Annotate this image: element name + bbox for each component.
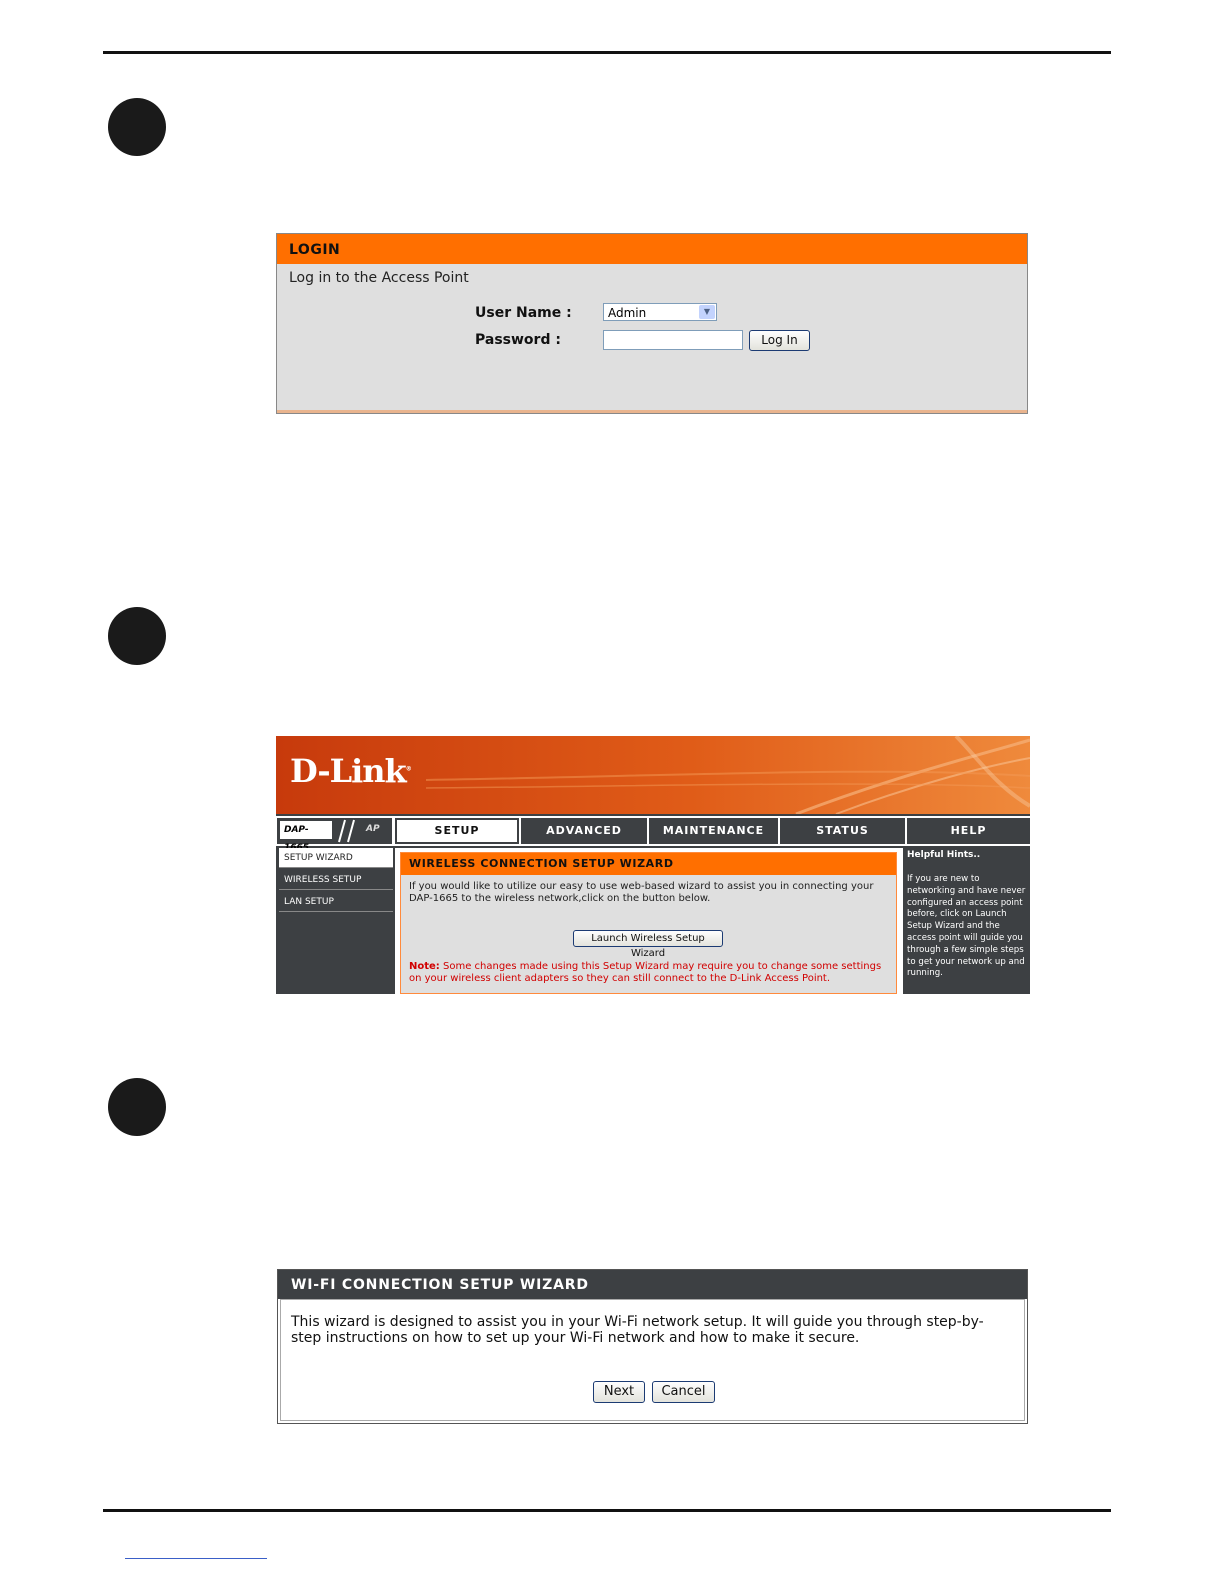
bottom-rule — [103, 1509, 1111, 1512]
login-bottom-bar — [277, 410, 1027, 413]
helpful-hints — [904, 848, 1030, 994]
login-panel — [276, 233, 1028, 414]
chevron-down-icon[interactable]: ▼ — [699, 305, 715, 319]
wizard-section — [400, 852, 897, 994]
note-text — [409, 961, 889, 985]
main-content — [395, 848, 903, 994]
hints-title: Helpful Hints.. — [907, 850, 981, 860]
wifi-wizard-header: WI-FI CONNECTION SETUP WIZARD — [278, 1270, 1027, 1299]
tab-maintenance[interactable]: MAINTENANCE — [649, 818, 778, 844]
dlink-banner — [276, 736, 1030, 814]
section-title: WIRELESS CONNECTION SETUP WIZARD — [401, 853, 896, 875]
username-value: Admin — [608, 306, 647, 320]
tab-help[interactable]: HELP — [907, 818, 1030, 844]
tab-advanced[interactable]: ADVANCED — [521, 818, 647, 844]
nav-row — [276, 816, 1030, 846]
cancel-button[interactable]: Cancel — [652, 1381, 715, 1403]
username-select[interactable] — [603, 303, 717, 321]
note-label: Note: — [409, 961, 440, 972]
model-badge — [277, 818, 392, 844]
footer-link-underline[interactable] — [125, 1558, 267, 1559]
model-name: DAP- — [280, 821, 332, 839]
step-marker-3 — [108, 1078, 166, 1136]
step-marker-2 — [108, 607, 166, 665]
dlink-setup-panel — [276, 736, 1030, 994]
dlink-logo: D-Link® — [290, 752, 411, 790]
password-field[interactable] — [603, 330, 743, 350]
tab-setup[interactable]: SETUP — [395, 818, 519, 844]
login-subtitle: Log in to the Access Point — [289, 270, 469, 286]
launch-wizard-button[interactable]: Launch Wireless Setup Wizard — [573, 930, 723, 947]
password-label: Password : — [475, 332, 561, 348]
step-marker-1 — [108, 98, 166, 156]
sidebar-item-lan-setup[interactable]: LAN SETUP — [279, 892, 393, 912]
top-rule — [103, 51, 1111, 54]
wifi-wizard-panel — [277, 1269, 1028, 1424]
next-button[interactable]: Next — [593, 1381, 645, 1403]
username-label: User Name : — [475, 305, 572, 321]
wifi-wizard-body: This wizard is designed to assist you in your Wi-Fi network setup. It will guide you through step-by-step instructions on how to set up your Wi-Fi network and how to make it secure. — [291, 1314, 984, 1346]
hints-text: If you are new to networking and have never configured an access point before, click on Launch Setup Wizard and the access point will guide you through a few simple steps to get your network up and running. — [907, 874, 1026, 979]
note-body: Some changes made using this Setup Wizard may require you to change some settings on your wireless client adapters so they can still connect to the D-Link Access Point. — [409, 961, 882, 984]
model-mode: AP — [366, 824, 380, 834]
tab-status[interactable]: STATUS — [780, 818, 905, 844]
login-button[interactable]: Log In — [749, 330, 810, 351]
section-body-text: If you would like to utilize our easy to use web-based wizard to assist you in connecting your DAP-1665 to the wireless network,click on the button below. — [409, 881, 874, 904]
slash-icon — [335, 818, 359, 844]
sidebar-item-wireless-setup[interactable]: WIRELESS SETUP — [279, 870, 393, 890]
login-header: LOGIN — [277, 234, 1027, 264]
sidebar — [277, 848, 393, 994]
sidebar-item-setup-wizard[interactable]: SETUP WIZARD — [279, 848, 393, 868]
